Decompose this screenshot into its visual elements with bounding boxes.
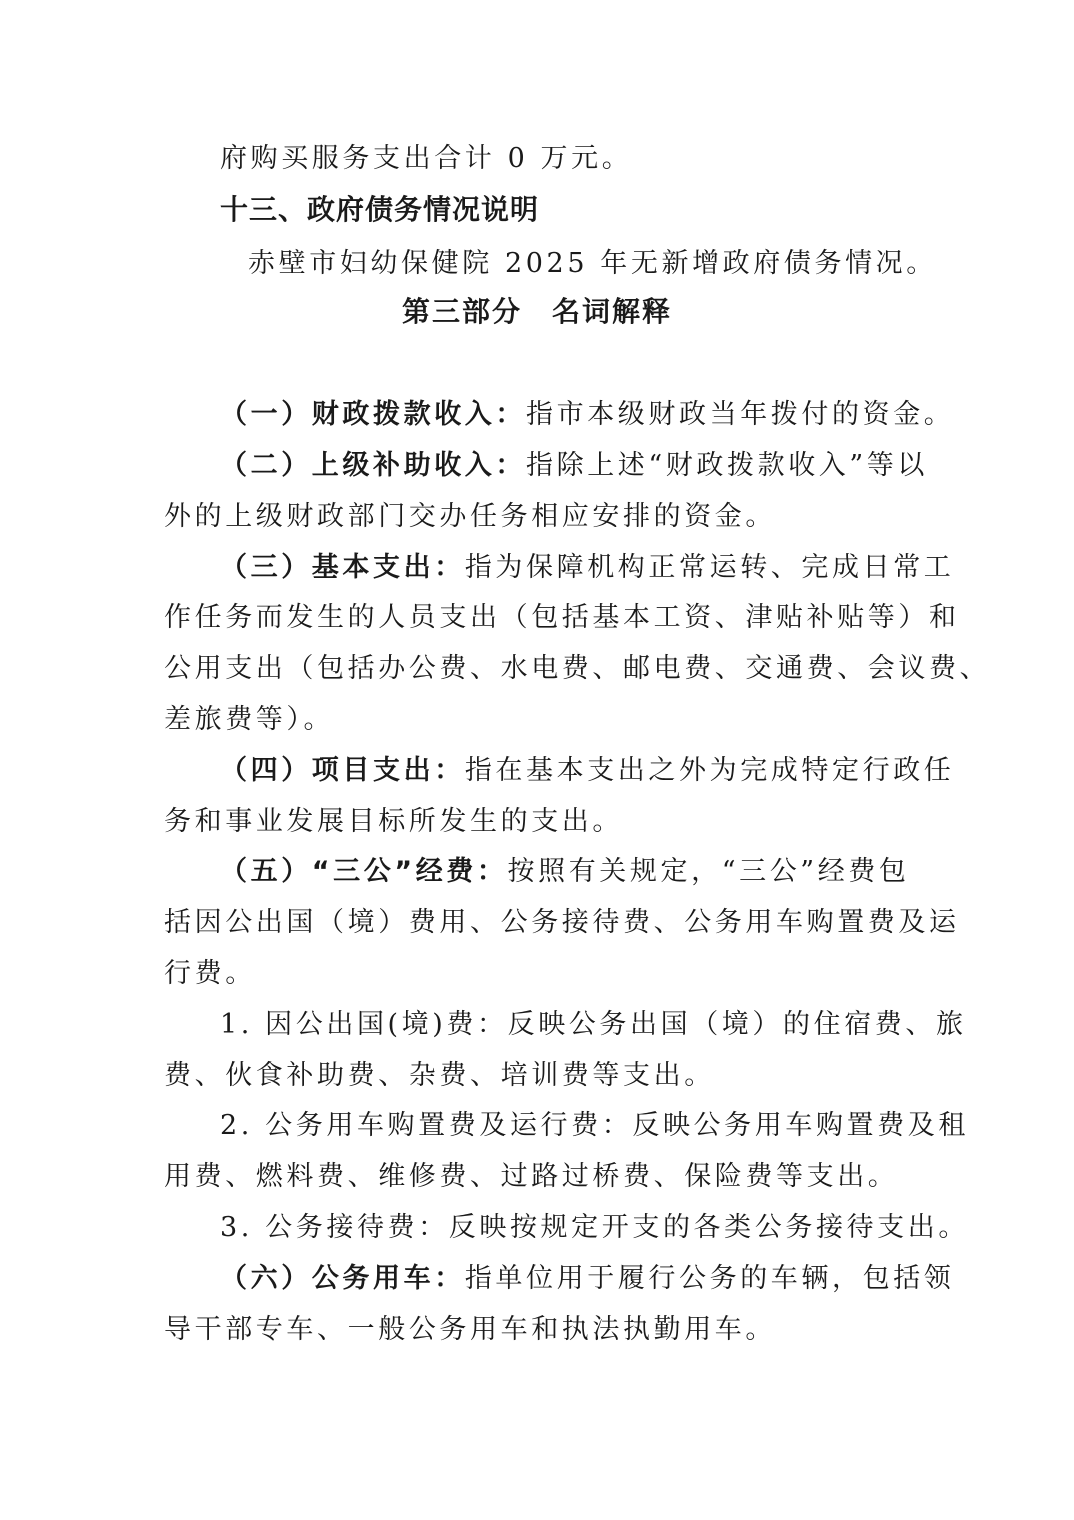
subitem-2-line-2: 用费、燃料费、维修费、过路过桥费、保险费等支出。 (164, 1161, 899, 1192)
term-3-paragraph (220, 551, 955, 585)
term-2-paragraph (220, 449, 929, 483)
subitem-1-line-2: 费、伙食补助费、杂费、培训费等支出。 (164, 1060, 715, 1091)
term-3-line-4: 差旅费等）。 (164, 704, 335, 735)
term-4-line-2: 务和事业发展目标所发生的支出。 (164, 806, 623, 837)
section-13-heading: 十三、政府债务情况说明 (220, 193, 540, 226)
term-2-label: （二）上级补助收入： (220, 450, 526, 481)
term-6-line-1: 指单位用于履行公务的车辆，包括领 (464, 1263, 955, 1294)
continuation-text: 府购买服务支出合计 0 万元。 (220, 143, 633, 174)
term-4-paragraph (220, 754, 955, 788)
term-1-paragraph (220, 398, 955, 432)
term-3-line-1: 指为保障机构正常运转、完成日常工 (464, 552, 955, 583)
term-1-label: （一）财政拨款收入： (220, 399, 526, 430)
subitem-1-line-1: 1. 因公出国(境)费：反映公务出国（境）的住宿费、旅 (220, 1009, 967, 1040)
term-5-label: （五）“三公”经费： (220, 856, 508, 887)
term-3-line-2: 作任务而发生的人员支出（包括基本工资、津贴补贴等）和 (164, 602, 960, 633)
term-6-line-2: 导干部专车、一般公务用车和执法执勤用车。 (164, 1314, 776, 1345)
term-3-label: （三）基本支出： (220, 552, 465, 583)
term-4-label: （四）项目支出： (220, 755, 465, 786)
term-5-line-1: 按照有关规定，“三公”经费包 (507, 856, 910, 887)
term-5-line-3: 行费。 (164, 958, 256, 989)
term-5-line-2: 括因公出国（境）费用、公务接待费、公务用车购置费及运 (164, 907, 960, 938)
term-3-line-3: 公用支出（包括办公费、水电费、邮电费、交通费、会议费、 (164, 653, 991, 684)
term-1-line-1: 指市本级财政当年拨付的资金。 (526, 399, 955, 430)
term-5-paragraph (220, 855, 914, 889)
part-3-title: 第三部分 名词解释 (401, 295, 672, 328)
term-4-line-1: 指在基本支出之外为完成特定行政任 (464, 755, 955, 786)
term-6-paragraph (220, 1262, 955, 1296)
subitem-2-line-1: 2. 公务用车购置费及运行费：反映公务用车购置费及租 (220, 1110, 969, 1141)
term-2-line-1: 指除上述“财政拨款收入”等以 (526, 450, 929, 481)
term-6-label: （六）公务用车： (220, 1263, 465, 1294)
term-2-line-2: 外的上级财政部门交办任务相应安排的资金。 (164, 501, 776, 532)
section-13-text: 赤壁市妇幼保健院 2025 年无新增政府债务情况。 (248, 248, 937, 279)
subitem-3-line-1: 3. 公务接待费：反映按规定开支的各类公务接待支出。 (220, 1212, 969, 1243)
